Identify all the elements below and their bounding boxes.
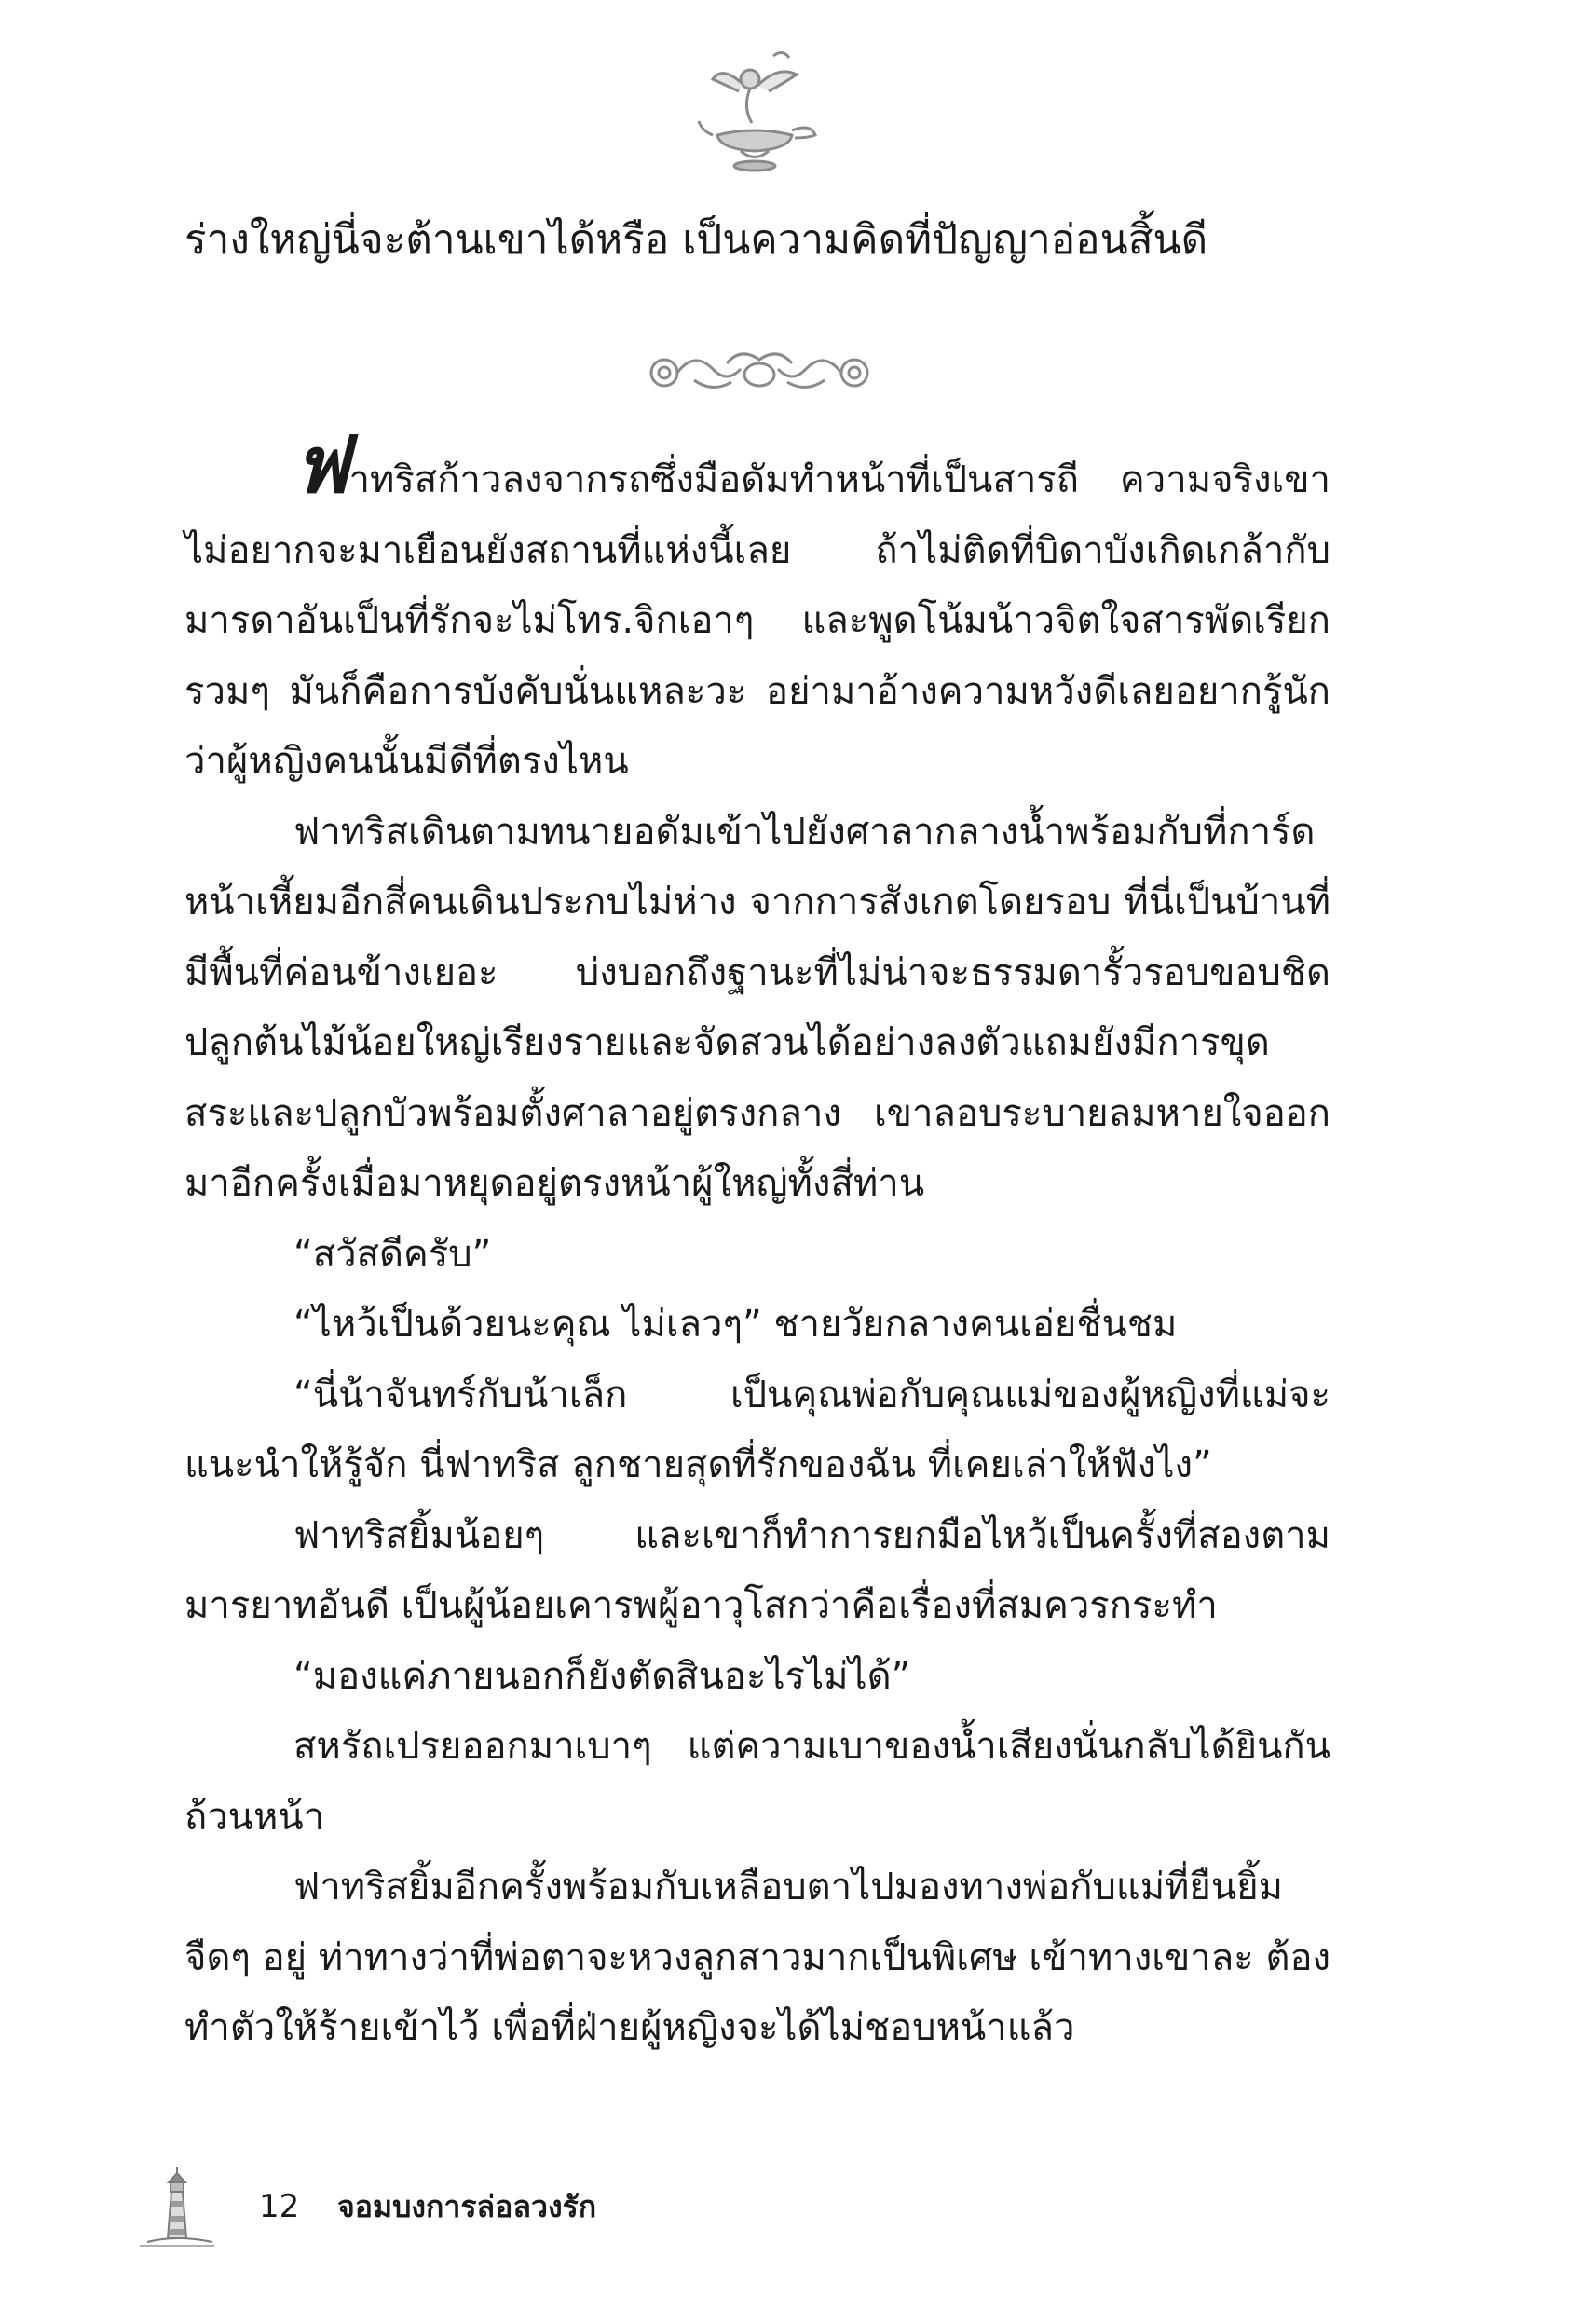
lighthouse-icon — [140, 2164, 214, 2248]
body-text — [184, 418, 1330, 2064]
book-title: จอมบงการล่อลวงรัก — [337, 2189, 597, 2224]
genie-lamp-icon — [685, 37, 825, 177]
paragraph: “นี่น้าจันทร์กับน้าเล็ก เป็นคุณพ่อกับคุณแม่ของผู้หญิงที่แม่จะแนะนำให้รู้จัก นี่ฟาทริส ลูกชายสุดที่รักของฉัน ที่เคยเล่าให้ฟังไง” — [184, 1373, 1330, 1486]
paragraph: “ไหว้เป็นด้วยนะคุณ ไม่เลวๆ” ชายวัยกลางคนเอ่ยชื่นชม — [293, 1303, 1178, 1346]
paragraph: “สวัสดีครับ” — [293, 1232, 492, 1276]
paragraph: “มองแค่ภายนอกก็ยังตัดสินอะไรไม่ได้” — [293, 1654, 911, 1698]
page-footer — [140, 2164, 792, 2248]
paragraph — [184, 418, 1330, 798]
opening-line: ร่างใหญ่นี่จะต้านเขาได้หรือ เป็นความคิดที่ปัญญาอ่อนสิ้นดี — [184, 216, 1208, 264]
drop-cap-initial: ฟ — [293, 418, 349, 511]
paragraph: สหรัถเปรยออกมาเบาๆ แต่ความเบาของน้ำเสียงนั่นกลับได้ยินกันถ้วนหน้า — [184, 1725, 1330, 1839]
page-number: 12 — [259, 2188, 300, 2225]
paragraph: ฟาทริสยิ้มน้อยๆ และเขาก็ทำการยกมือไหว้เป็นครั้งที่สองตามมารยาทอันดี เป็นผู้น้อยเคารพผู้อาวุโสกว่าคือเรื่องที่สมควรกระทำ — [184, 1513, 1330, 1627]
paragraph-text: าทริสก้าวลงจากรถซึ่งมือดัมทำหน้าที่เป็นสารถี ความจริงเขาไม่อยากจะมาเยือนยังสถานที่แห่งนี้เลย ถ้าไม่ติดที่บิดาบังเกิดเกล้ากับมารดาอันเป็นที่รักจะไม่โทร.จิกเอาๆ และพูดโน้มน้าวจิตใจสารพัดเรียกรวมๆ มันก็คือการบังคับนั่นแหละวะ อย่ามาอ้างความหวังดีเลยอยากรู้นักว่าผู้หญิงคนนั้นมีดีที่ตรงไหน — [184, 458, 1330, 783]
paragraph: ฟาทริสยิ้มอีกครั้งพร้อมกับเหลือบตาไปมองทางพ่อกับแม่ที่ยืนยิ้มจืดๆ อยู่ ท่าทางว่าที่พ่อตาจะหวงลูกสาวมากเป็นพิเศษ เข้าทางเขาละ ต้องทำตัวให้ร้ายเข้าไว้ เพื่อที่ฝ่ายผู้หญิงจะได้ไม่ชอบหน้าแล้ว — [184, 1866, 1330, 2049]
flourish-divider-icon — [638, 343, 880, 399]
paragraph: ฟาทริสเดินตามทนายอดัมเข้าไปยังศาลากลางน้ำพร้อมกับที่การ์ดหน้าเหี้ยมอีกสี่คนเดินประกบไม่ห่าง จากการสังเกตโดยรอบ ที่นี่เป็นบ้านที่มีพื้นที่ค่อนข้างเยอะ บ่งบอกถึงฐานะที่ไม่น่าจะธรรมดารั้วรอบขอบชิด ปลูกต้นไม้น้อยใหญ่เรียงรายและจัดสวนได้อย่างลงตัวแถมยังมีการขุดสระและปลูกบัวพร้อมตั้งศาลาอยู่ตรงกลาง เขาลอบระบายลมหายใจออกมาอีกครั้งเมื่อมาหยุดอยู่ตรงหน้าผู้ใหญ่ทั้งสี่ท่าน — [184, 810, 1330, 1205]
